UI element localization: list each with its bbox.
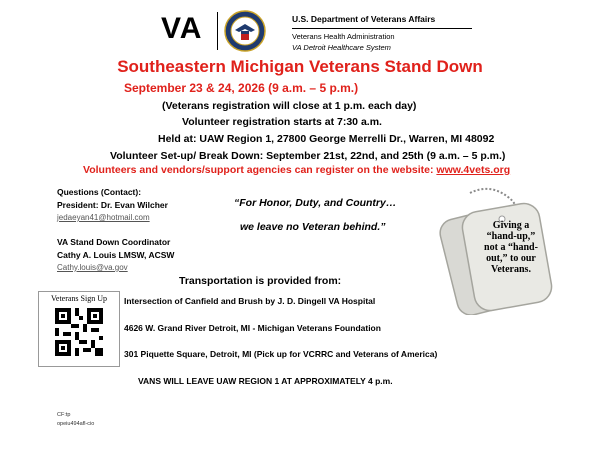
vans-departure: VANS WILL LEAVE UAW REGION 1 AT APPROXIMATELY 4 p.m. (138, 376, 393, 386)
transport-stop-2: 4626 W. Grand River Detroit, MI - Michigan Veterans Foundation (124, 323, 381, 333)
dog-tag-line-1: Giving a (492, 220, 530, 231)
administration-name: Veterans Health Administration (292, 32, 395, 41)
dog-tag-line-3: not a “hand- (484, 242, 538, 253)
qr-code-icon[interactable] (55, 308, 103, 356)
setup-schedule: Volunteer Set-up/ Break Down: September 21st, 22nd, and 25th (9 a.m. – 5 p.m.) (110, 150, 506, 162)
registration-note: (Veterans registration will close at 1 p.m. each day) (162, 100, 417, 112)
healthcare-system-name: VA Detroit Healthcare System (292, 43, 391, 52)
vendors-text: Volunteers and vendors/support agencies can register on the website: (83, 164, 434, 176)
coordinator-name: Cathy A. Louis LMSW, ACSW (57, 250, 175, 260)
contact-heading: Questions (Contact): (57, 187, 142, 197)
page-title: Southeastern Michigan Veterans Stand Down (117, 57, 483, 76)
qr-sign-up-box[interactable] (38, 291, 120, 367)
department-name: U.S. Department of Veterans Affairs (292, 14, 436, 24)
event-location: Held at: UAW Region 1, 27800 George Merrelli Dr., Warren, MI 48092 (158, 133, 495, 145)
coordinator-title: VA Stand Down Coordinator (57, 237, 171, 247)
dog-tag-text (476, 220, 546, 275)
transport-stop-1: Intersection of Canfield and Brush by J. D. Dingell VA Hospital (124, 296, 376, 306)
president-email-link[interactable]: jedaeyan41@hotmail.com (57, 213, 150, 222)
qr-label: Veterans Sign Up (51, 294, 107, 303)
dog-tag-line-2: “hand-up,” (486, 231, 536, 242)
volunteer-registration: Volunteer registration starts at 7:30 a.m. (182, 116, 382, 128)
transport-stop-3: 301 Piquette Square, Detroit, MI (Pick up for VCRRC and Veterans of America) (124, 349, 438, 359)
va-logo: VA (161, 12, 203, 45)
footer-line-1: CF:tp (57, 412, 71, 418)
quote-line-2: we leave no Veteran behind.” (240, 221, 386, 233)
department-rule (292, 28, 472, 29)
department-block (292, 14, 472, 53)
quote-line-1: “For Honor, Duty, and Country… (234, 197, 397, 209)
coordinator-email-link[interactable]: Cathy.louis@va.gov (57, 263, 128, 272)
transport-heading: Transportation is provided from: (179, 275, 342, 287)
website-link[interactable]: www.4vets.org (436, 164, 511, 176)
event-dates: September 23 & 24, 2026 (9 a.m. – 5 p.m.) (124, 81, 359, 95)
logo-divider (217, 12, 218, 50)
dog-tag-line-5: Veterans. (491, 264, 531, 275)
footer-line-2: opeiu494afl-cio (57, 421, 95, 427)
dog-tag-line-4: out,” to our (486, 253, 536, 264)
president-name: President: Dr. Evan Wilcher (57, 200, 168, 210)
vendors-note (83, 164, 510, 176)
va-seal-icon (224, 10, 266, 52)
